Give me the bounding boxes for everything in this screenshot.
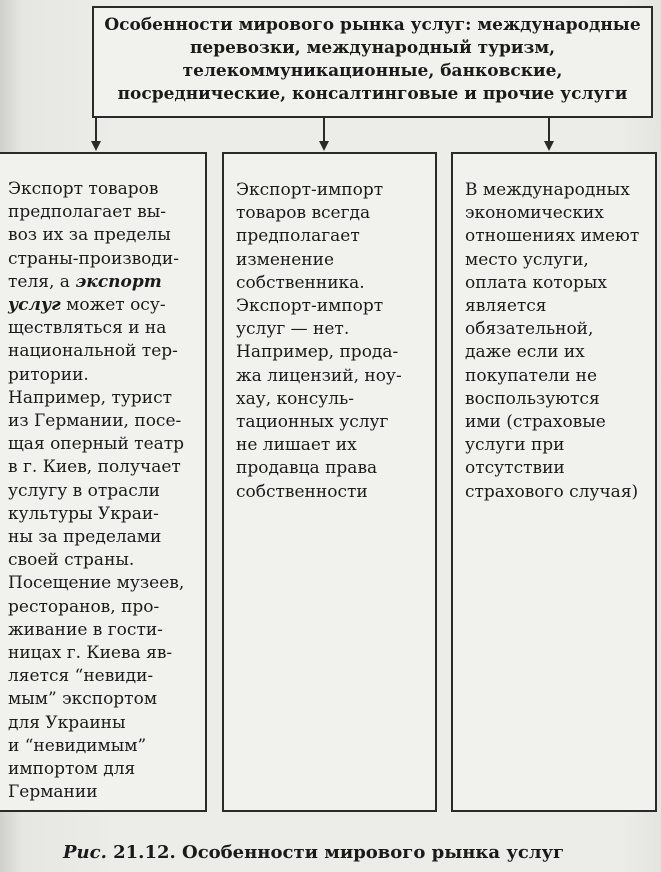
- middle-text: Экспорт-импорт товаров всегда предполагает изменение собственника. Экспорт-импорт услуг — нет. Например, прода- жа лицензий, ноу- хау, консуль- тационных услуг не лишает их продавца права собственности: [236, 180, 402, 502]
- caption-fig-label: Рис.: [63, 842, 107, 863]
- left-text-part1: Экспорт товаров предполагает вы- воз их за пределы страны-производи- теля, а: [8, 179, 179, 292]
- caption-text: 21.12. Особенности мирового рынка услуг: [106, 842, 565, 863]
- connector-right: [548, 118, 550, 142]
- arrow-middle-icon: [319, 141, 329, 151]
- column-left-box: [0, 152, 207, 812]
- column-middle-box: [222, 152, 437, 812]
- left-text-part3: может осу- ществляться и на национальной тер- ритории. Например, турист из Германии, посе- щая оперный театр в г. Киев, получает услугу в отрасли культуры Украи- ны за пределами своей страны. Посещение музеев, ресторанов, про- живание в гости- ницах г. Киева яв- ляется “невиди- мым” экспортом для Украины и “невидимым” импортом для Германии: [8, 295, 185, 803]
- left-text-emphasis-export: экспорт: [75, 271, 162, 292]
- column-right-box: [451, 152, 657, 812]
- connector-middle: [323, 118, 325, 142]
- right-text: В международных экономических отношениях имеют место услуги, оплата которых является обязательной, даже если их покупатели не воспользуются ими (страховые услуги при отсутствии страхового случая): [465, 180, 640, 502]
- left-text-emphasis-services: услуг: [8, 295, 61, 316]
- arrow-left-icon: [91, 141, 101, 151]
- connector-left: [95, 118, 97, 142]
- arrow-right-icon: [544, 141, 554, 151]
- diagram-header-box: [92, 6, 653, 118]
- header-text: Особенности мирового рынка услуг: международные перевозки, международный туризм, телекоммуникационные, банковские, посреднические, консалтинговые и прочие услуги: [104, 15, 641, 104]
- figure-caption: [63, 842, 564, 863]
